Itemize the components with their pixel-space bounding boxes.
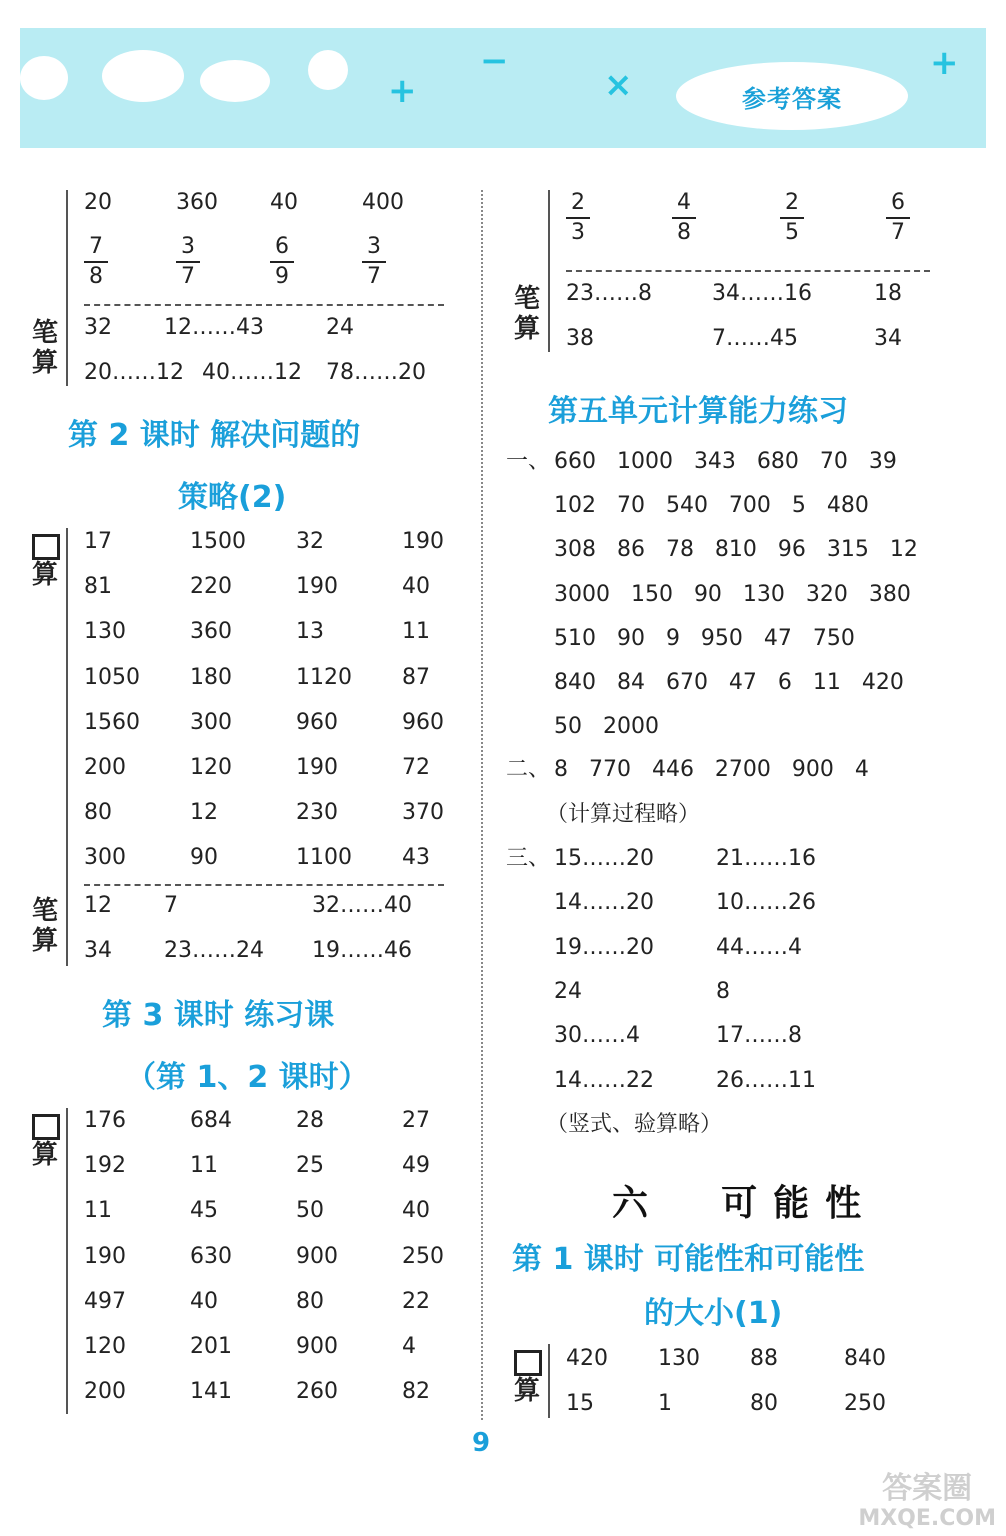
answer-value: 120 bbox=[190, 755, 232, 780]
fraction: 3 7 bbox=[176, 234, 200, 290]
answer-value: 14……20 bbox=[554, 890, 654, 916]
side-label-bi: 笔算 bbox=[31, 318, 58, 378]
minus-icon: − bbox=[480, 41, 509, 81]
side-label-kou: 算 bbox=[513, 1376, 540, 1406]
answer-value: 32……40 bbox=[312, 893, 412, 918]
answer-value: 1 bbox=[658, 1391, 672, 1416]
answer-value: 13 bbox=[296, 619, 324, 645]
bracket-line bbox=[66, 1108, 68, 1414]
answer-value: 8 bbox=[716, 978, 730, 1004]
answer-value: 630 bbox=[190, 1243, 232, 1269]
cloud-decoration bbox=[308, 50, 348, 90]
side-label-kou: 算 bbox=[31, 560, 58, 590]
answer-value: 11 bbox=[190, 1153, 218, 1179]
answer-value: 11 bbox=[84, 1198, 112, 1224]
answer-value: 250 bbox=[402, 1243, 444, 1269]
answer-value: 27 bbox=[402, 1108, 430, 1133]
answer-value: 190 bbox=[296, 574, 338, 600]
answer-value: 88 bbox=[750, 1346, 778, 1371]
section-title: 第五单元计算能力练习 bbox=[548, 394, 848, 429]
answer-value: 7……45 bbox=[712, 326, 798, 351]
answer-value: 130 bbox=[658, 1346, 700, 1371]
section-title: 第 1 课时 可能性和可能性 bbox=[512, 1242, 865, 1277]
answer-value: 370 bbox=[402, 800, 444, 826]
answer-value: 24 bbox=[326, 315, 354, 340]
answer-value: 1500 bbox=[190, 529, 246, 554]
kou-box-icon bbox=[32, 534, 60, 560]
answer-value: 12……43 bbox=[164, 315, 264, 340]
answer-line: 840 84 670 47 6 11 420 bbox=[554, 670, 904, 695]
part-label: 二、 bbox=[506, 757, 551, 782]
watermark bbox=[858, 1471, 996, 1534]
answer-value: 17……8 bbox=[716, 1023, 802, 1049]
answer-value: 180 bbox=[190, 664, 232, 690]
answer-value: 21……16 bbox=[716, 846, 816, 871]
answer-value: 1050 bbox=[84, 664, 140, 690]
answer-value: 80 bbox=[296, 1288, 324, 1314]
answer-line: 660 1000 343 680 70 39 bbox=[554, 449, 897, 474]
answer-value: 22 bbox=[402, 1288, 430, 1314]
answer-value: 90 bbox=[190, 845, 218, 871]
answer-value: 176 bbox=[84, 1108, 126, 1133]
answer-value: 38 bbox=[566, 326, 594, 351]
answer-value: 40 bbox=[402, 1198, 430, 1224]
answer-value: 400 bbox=[362, 190, 404, 215]
bracket-line bbox=[66, 528, 68, 966]
answer-value: 260 bbox=[296, 1379, 338, 1405]
answer-value: 23……8 bbox=[566, 281, 652, 306]
answer-value: 24 bbox=[554, 978, 582, 1004]
column-divider bbox=[481, 190, 483, 1420]
answer-value: 900 bbox=[296, 1243, 338, 1269]
fraction: 4 8 bbox=[672, 190, 696, 246]
answer-value: 87 bbox=[402, 664, 430, 690]
section-title: 策略(2) bbox=[178, 480, 287, 515]
answer-line: 3000 150 90 130 320 380 bbox=[554, 581, 911, 607]
answer-value: 250 bbox=[844, 1391, 886, 1416]
answer-value: 78……20 bbox=[326, 360, 426, 385]
answer-value: 19……20 bbox=[554, 934, 654, 960]
answer-value: 141 bbox=[190, 1379, 232, 1405]
answer-value: 130 bbox=[84, 619, 126, 645]
answer-value: 40 bbox=[190, 1288, 218, 1314]
answer-badge-label: 参考答案 bbox=[742, 84, 842, 113]
answer-value: 10……26 bbox=[716, 890, 816, 916]
kou-box-icon bbox=[32, 1114, 60, 1140]
answer-badge bbox=[676, 62, 908, 130]
answer-line: 510 90 9 950 47 750 bbox=[554, 625, 855, 651]
answer-value: 497 bbox=[84, 1288, 126, 1314]
answer-value: 81 bbox=[84, 574, 112, 600]
bracket-line bbox=[66, 190, 68, 386]
answer-value: 1560 bbox=[84, 709, 140, 735]
answer-value: 190 bbox=[296, 755, 338, 780]
section-title: （第 1、2 课时） bbox=[126, 1060, 369, 1095]
chapter-title: 六 可能性 bbox=[612, 1183, 878, 1224]
answer-value: 40 bbox=[402, 574, 430, 600]
note: （竖式、验算略） bbox=[546, 1112, 723, 1137]
answer-value: 20 bbox=[84, 190, 112, 215]
answer-value: 1100 bbox=[296, 845, 352, 871]
answer-value: 32 bbox=[84, 315, 112, 340]
bracket-line bbox=[548, 1344, 550, 1418]
answer-value: 1120 bbox=[296, 664, 352, 690]
fraction: 2 5 bbox=[780, 190, 804, 246]
answer-value: 300 bbox=[84, 845, 126, 871]
kou-box-icon bbox=[514, 1350, 542, 1376]
answer-value: 12 bbox=[190, 800, 218, 826]
answer-value: 80 bbox=[84, 800, 112, 826]
answer-value: 45 bbox=[190, 1198, 218, 1224]
answer-value: 15……20 bbox=[554, 846, 654, 871]
side-label-bi: 笔算 bbox=[513, 284, 540, 344]
answer-value: 360 bbox=[176, 190, 218, 215]
answer-value: 44……4 bbox=[716, 934, 802, 960]
answer-value: 11 bbox=[402, 619, 430, 645]
answer-value: 7 bbox=[164, 893, 178, 918]
dashed-divider bbox=[84, 884, 444, 886]
fraction: 3 7 bbox=[362, 234, 386, 290]
answer-value: 230 bbox=[296, 800, 338, 826]
cloud-decoration bbox=[200, 60, 270, 102]
answer-value: 190 bbox=[84, 1243, 126, 1269]
answer-value: 49 bbox=[402, 1153, 430, 1179]
answer-line: 8 770 446 2700 900 4 bbox=[554, 757, 869, 782]
answer-value: 30……4 bbox=[554, 1023, 640, 1049]
answer-value: 200 bbox=[84, 1379, 126, 1405]
answer-value: 201 bbox=[190, 1334, 232, 1359]
times-icon: × bbox=[604, 65, 633, 105]
page-number: 9 bbox=[472, 1428, 491, 1458]
watermark-line: 答案圈 bbox=[882, 1471, 973, 1506]
bracket-line bbox=[548, 190, 550, 352]
fraction: 7 8 bbox=[84, 234, 108, 290]
answer-value: 82 bbox=[402, 1379, 430, 1405]
answer-value: 900 bbox=[296, 1334, 338, 1359]
fraction: 6 7 bbox=[886, 190, 910, 246]
fraction: 6 9 bbox=[270, 234, 294, 290]
answer-value: 40 bbox=[270, 190, 298, 215]
answer-value: 34 bbox=[874, 326, 902, 351]
answer-value: 17 bbox=[84, 529, 112, 554]
watermark-line: MXQE.COM bbox=[858, 1506, 996, 1531]
answer-line: 308 86 78 810 96 315 12 bbox=[554, 537, 918, 563]
answer-value: 34……16 bbox=[712, 281, 812, 306]
plus-icon: + bbox=[930, 43, 959, 83]
plus-icon: + bbox=[388, 71, 417, 111]
answer-line: 102 70 540 700 5 480 bbox=[554, 493, 869, 519]
part-label: 一、 bbox=[506, 449, 551, 474]
answer-value: 4 bbox=[402, 1334, 416, 1359]
answer-value: 40……12 bbox=[202, 360, 302, 385]
answer-value: 190 bbox=[402, 529, 444, 554]
answer-value: 72 bbox=[402, 755, 430, 780]
answer-value: 50 bbox=[296, 1198, 324, 1224]
answer-value: 15 bbox=[566, 1391, 594, 1416]
answer-value: 20……12 bbox=[84, 360, 184, 385]
answer-value: 420 bbox=[566, 1346, 608, 1371]
part-label: 三、 bbox=[506, 846, 551, 871]
section-title: 第 3 课时 练习课 bbox=[102, 998, 335, 1033]
cloud-decoration bbox=[20, 56, 68, 100]
answer-value: 360 bbox=[190, 619, 232, 645]
fraction: 2 3 bbox=[566, 190, 590, 246]
answer-value: 32 bbox=[296, 529, 324, 554]
answer-value: 220 bbox=[190, 574, 232, 600]
answer-value: 28 bbox=[296, 1108, 324, 1133]
answer-value: 26……11 bbox=[716, 1067, 816, 1093]
answer-value: 200 bbox=[84, 755, 126, 780]
section-title: 第 2 课时 解决问题的 bbox=[68, 418, 361, 453]
answer-value: 12 bbox=[84, 893, 112, 918]
answer-value: 960 bbox=[296, 709, 338, 735]
note: （计算过程略） bbox=[546, 802, 701, 827]
answer-value: 840 bbox=[844, 1346, 886, 1371]
dashed-divider bbox=[84, 304, 444, 306]
answer-value: 192 bbox=[84, 1153, 126, 1179]
dashed-divider bbox=[566, 270, 930, 272]
answer-value: 684 bbox=[190, 1108, 232, 1133]
answer-value: 300 bbox=[190, 709, 232, 735]
answer-value: 43 bbox=[402, 845, 430, 871]
section-title: 的大小(1) bbox=[644, 1296, 783, 1331]
answer-line: 50 2000 bbox=[554, 714, 659, 740]
answer-value: 120 bbox=[84, 1334, 126, 1359]
side-label-bi: 笔算 bbox=[31, 896, 58, 956]
answer-value: 23……24 bbox=[164, 938, 264, 963]
answer-value: 80 bbox=[750, 1391, 778, 1416]
answer-value: 960 bbox=[402, 709, 444, 735]
answer-value: 14……22 bbox=[554, 1067, 654, 1093]
answer-value: 18 bbox=[874, 281, 902, 306]
answer-value: 34 bbox=[84, 938, 112, 963]
answer-value: 25 bbox=[296, 1153, 324, 1179]
side-label-kou: 算 bbox=[31, 1140, 58, 1170]
cloud-decoration bbox=[102, 50, 184, 102]
answer-value: 19……46 bbox=[312, 938, 412, 963]
